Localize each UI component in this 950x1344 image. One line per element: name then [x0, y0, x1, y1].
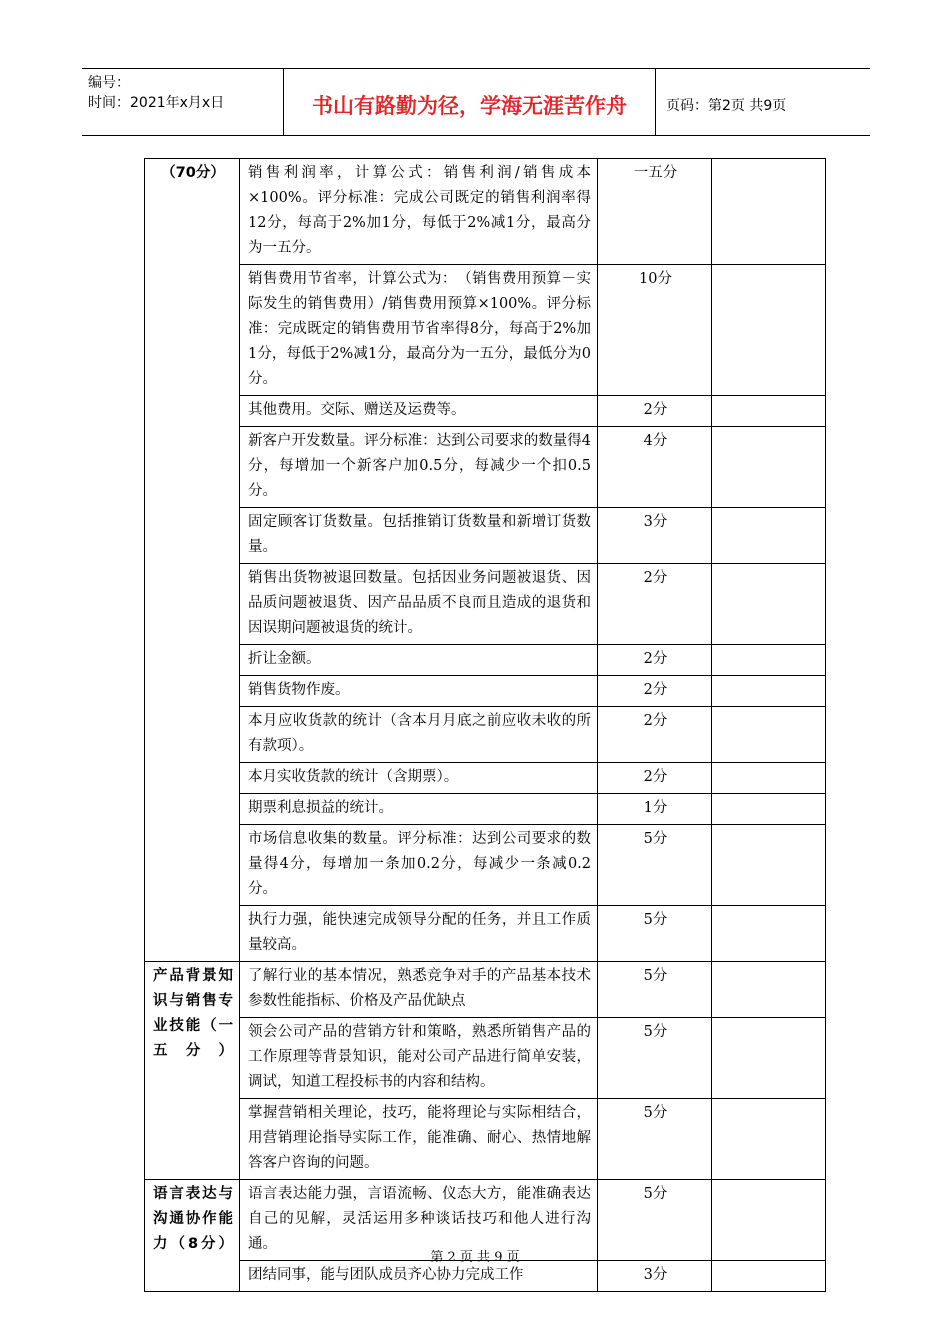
criteria-cell: 销售费用节省率，计算公式为： （销售费用预算－实际发生的销售费用）/销售费用预算×100%。评分标准：完成既定的销售费用节省率得8分，每高于2%加1分，每低于2%减1分，最高分为一五分，最低分为0分。	[240, 265, 598, 396]
table-row	[145, 159, 826, 265]
table-row	[145, 645, 826, 676]
score-cell: 2分	[598, 763, 712, 794]
table-row	[145, 763, 826, 794]
score-cell: 5分	[598, 962, 712, 1018]
criteria-cell: 市场信息收集的数量。评分标准：达到公司要求的数量得4分，每增加一条加0.2分，每减少一条减0.2分。	[240, 825, 598, 906]
table-row	[145, 265, 826, 396]
criteria-cell: 固定顾客订货数量。包括推销订货数量和新增订货数量。	[240, 508, 598, 564]
blank-cell	[712, 676, 826, 707]
score-cell: 5分	[598, 906, 712, 962]
score-cell: 5分	[598, 1180, 712, 1261]
criteria-cell: 其他费用。交际、赠送及运费等。	[240, 396, 598, 427]
category-cell: （70分）	[145, 159, 240, 962]
table-row	[145, 676, 826, 707]
score-cell: 2分	[598, 707, 712, 763]
document-number-label: 编号：	[88, 75, 130, 91]
blank-cell	[712, 794, 826, 825]
blank-cell	[712, 763, 826, 794]
criteria-cell: 销售利润率，计算公式：销售利润/销售成本×100%。评分标准：完成公司既定的销售利润率得12分，每高于2%加1分，每低于2%减1分，最高分为一五分。	[240, 159, 598, 265]
table-row	[145, 962, 826, 1018]
blank-cell	[712, 825, 826, 906]
blank-cell	[712, 396, 826, 427]
header-motto: 书山有路勤为径，学海无涯苦作舟	[284, 69, 656, 135]
table-row	[145, 707, 826, 763]
score-cell: 5分	[598, 1018, 712, 1099]
criteria-cell: 本月实收货款的统计（含期票）。	[240, 763, 598, 794]
blank-cell	[712, 707, 826, 763]
blank-cell	[712, 1261, 826, 1292]
score-cell: 2分	[598, 645, 712, 676]
table-row	[145, 825, 826, 906]
score-cell: 3分	[598, 1261, 712, 1292]
criteria-cell: 掌握营销相关理论，技巧，能将理论与实际相结合，用营销理论指导实际工作，能准确、耐心、热情地解答客户咨询的问题。	[240, 1099, 598, 1180]
blank-cell	[712, 645, 826, 676]
criteria-cell: 新客户开发数量。评分标准：达到公司要求的数量得4分，每增加一个新客户加0.5分，每减少一个扣0.5分。	[240, 427, 598, 508]
criteria-cell: 本月应收货款的统计（含本月月底之前应收未收的所有款项）。	[240, 707, 598, 763]
criteria-cell: 领会公司产品的营销方针和策略，熟悉所销售产品的工作原理等背景知识，能对公司产品进行简单安装，调试，知道工程投标书的内容和结构。	[240, 1018, 598, 1099]
blank-cell	[712, 427, 826, 508]
criteria-cell: 语言表达能力强，言语流畅、仪态大方，能准确表达自己的见解，灵活运用多种谈话技巧和他人进行沟通。	[240, 1180, 598, 1261]
criteria-cell: 期票利息损益的统计。	[240, 794, 598, 825]
criteria-cell: 团结同事，能与团队成员齐心协力完成工作	[240, 1261, 598, 1292]
criteria-cell: 执行力强，能快速完成领导分配的任务，并且工作质量较高。	[240, 906, 598, 962]
criteria-cell: 销售货物作废。	[240, 676, 598, 707]
blank-cell	[712, 1018, 826, 1099]
criteria-cell: 销售出货物被退回数量。包括因业务问题被退货、因品质问题被退货、因产品品质不良而且造成的退货和因误期问题被退货的统计。	[240, 564, 598, 645]
table-row	[145, 564, 826, 645]
score-cell: 10分	[598, 265, 712, 396]
score-cell: 2分	[598, 396, 712, 427]
evaluation-table	[144, 158, 826, 1292]
score-cell: 2分	[598, 676, 712, 707]
document-time-label: 时间：2021年x月x日	[88, 95, 225, 111]
table-row	[145, 508, 826, 564]
score-cell: 一五分	[598, 159, 712, 265]
category-cell: 语言表达与沟通协作能力（8分）	[145, 1180, 240, 1292]
table-row	[145, 794, 826, 825]
table-row	[145, 906, 826, 962]
score-cell: 5分	[598, 825, 712, 906]
header-meta	[82, 69, 284, 135]
table-row	[145, 396, 826, 427]
blank-cell	[712, 1099, 826, 1180]
score-cell: 2分	[598, 564, 712, 645]
table-row	[145, 427, 826, 508]
table-row	[145, 1261, 826, 1292]
score-cell: 3分	[598, 508, 712, 564]
table-row	[145, 1018, 826, 1099]
table-row	[145, 1099, 826, 1180]
criteria-cell: 折让金额。	[240, 645, 598, 676]
page-header	[82, 68, 870, 136]
blank-cell	[712, 962, 826, 1018]
page-footer: 第 2 页 共 9 页	[430, 1250, 520, 1265]
score-cell: 1分	[598, 794, 712, 825]
score-cell: 5分	[598, 1099, 712, 1180]
blank-cell	[712, 906, 826, 962]
blank-cell	[712, 564, 826, 645]
blank-cell	[712, 508, 826, 564]
category-cell: 产品背景知识与销售专业技能（一五分）	[145, 962, 240, 1180]
criteria-cell: 了解行业的基本情况，熟悉竞争对手的产品基本技术参数性能指标、价格及产品优缺点	[240, 962, 598, 1018]
blank-cell	[712, 265, 826, 396]
header-page-label: 页码：第2页 共9页	[666, 98, 787, 114]
score-cell: 4分	[598, 427, 712, 508]
blank-cell	[712, 159, 826, 265]
